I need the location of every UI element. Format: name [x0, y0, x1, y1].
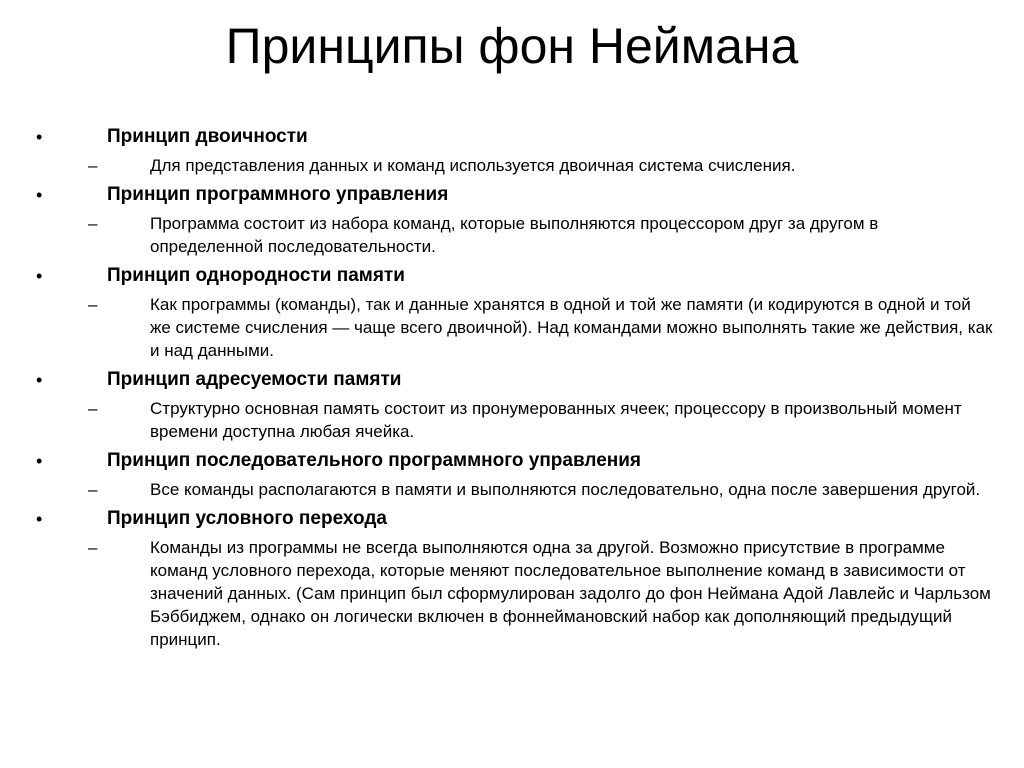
- principle-detail: [0, 154, 1024, 177]
- dash-icon: –: [88, 538, 98, 557]
- dash-icon: –: [88, 214, 98, 233]
- principle-header: [0, 181, 1024, 212]
- principle-detail: [0, 478, 1024, 501]
- bullet-icon: •: [36, 509, 43, 529]
- bullet-icon: •: [36, 451, 43, 471]
- dash-icon: –: [88, 156, 98, 175]
- principle-title: Принцип последовательного программного управления: [107, 450, 642, 471]
- dash-icon: –: [88, 480, 98, 499]
- principle-description: Программа состоит из набора команд, которые выполняются процессором друг за другом в определенной последовательности.: [150, 214, 879, 256]
- principle-item: [0, 366, 1024, 443]
- principle-title: Принцип программного управления: [107, 184, 449, 205]
- principle-header: [0, 505, 1024, 536]
- principles-list: [0, 123, 1024, 655]
- bullet-icon: •: [36, 370, 43, 390]
- principle-item: [0, 447, 1024, 501]
- principle-description: Как программы (команды), так и данные хранятся в одной и той же памяти (и кодируются в одной и той же системе счисления — чаще всего двоичной). Над командами можно выполнять такие же действия, как и над данными.: [150, 295, 993, 360]
- dash-icon: –: [88, 295, 98, 314]
- principle-header: [0, 366, 1024, 397]
- principle-title: Принцип условного перехода: [107, 508, 387, 529]
- principle-item: [0, 505, 1024, 651]
- principle-header: [0, 447, 1024, 478]
- principle-header: [0, 123, 1024, 154]
- bullet-icon: •: [36, 185, 43, 205]
- principle-detail: [0, 293, 1024, 362]
- principle-description: Структурно основная память состоит из пронумерованных ячеек; процессору в произвольный момент времени доступна любая ячейка.: [150, 399, 962, 441]
- dash-icon: –: [88, 399, 98, 418]
- principle-header: [0, 262, 1024, 293]
- principle-detail: [0, 212, 1024, 258]
- principle-description: Для представления данных и команд используется двоичная система счисления.: [150, 156, 796, 175]
- bullet-icon: •: [36, 266, 43, 286]
- principle-item: [0, 181, 1024, 258]
- bullet-icon: •: [36, 127, 43, 147]
- principle-title: Принцип однородности памяти: [107, 265, 405, 286]
- principle-detail: [0, 397, 1024, 443]
- principle-description: Все команды располагаются в памяти и выполняются последовательно, одна после завершения другой.: [150, 480, 981, 499]
- principle-title: Принцип двоичности: [107, 126, 308, 147]
- slide-title: Принципы фон Неймана: [225, 18, 799, 74]
- principle-item: [0, 123, 1024, 177]
- principle-item: [0, 262, 1024, 362]
- principle-description: Команды из программы не всегда выполняются одна за другой. Возможно присутствие в программе команд условного перехода, которые меняют последовательное выполнение команд в зависимости от значений данных. (Сам принцип был сформулирован задолго до фон Неймана Адой Лавлейс и Чарльзом Бэббиджем, однако он логически включен в фоннеймановский набор как дополняющий предыдущий принцип.: [150, 538, 991, 649]
- principle-detail: [0, 536, 1024, 651]
- principle-title: Принцип адресуемости памяти: [107, 369, 402, 390]
